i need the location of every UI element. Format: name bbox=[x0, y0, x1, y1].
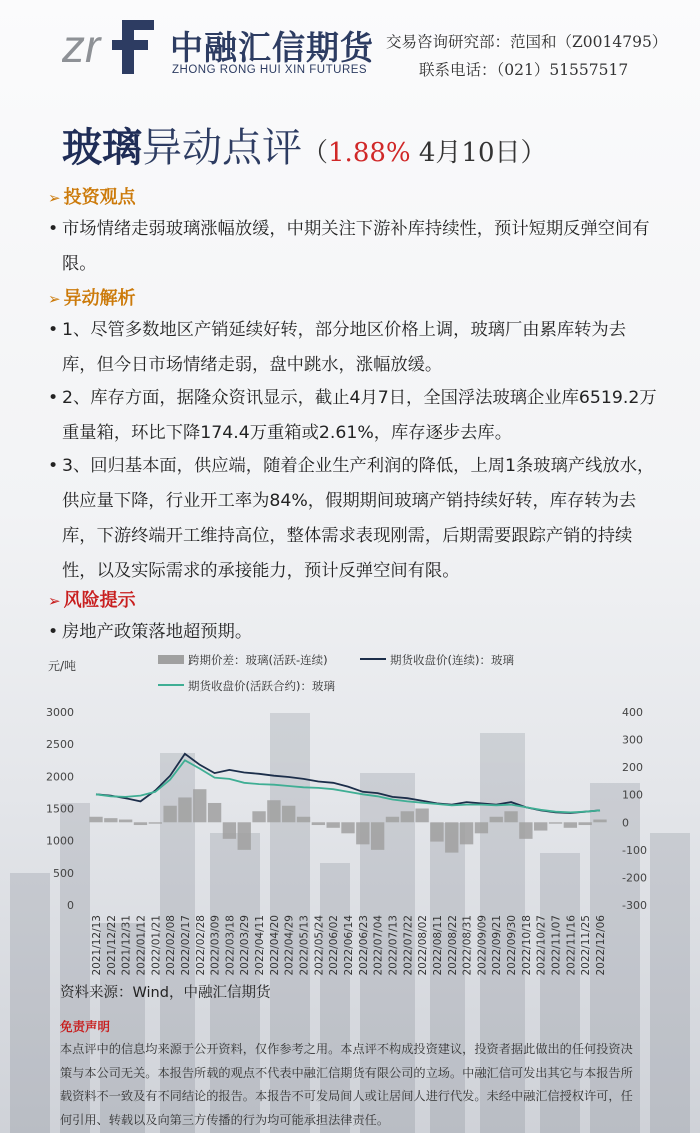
spread-bar bbox=[238, 822, 251, 850]
x-axis-tick: 2022/05/24 bbox=[313, 915, 326, 976]
title-change-pct: 1.88% bbox=[328, 138, 411, 168]
spread-bar bbox=[149, 822, 162, 823]
left-axis-tick: 500 bbox=[53, 866, 74, 880]
x-axis-tick: 2022/01/21 bbox=[150, 915, 163, 976]
x-axis-tick: 2022/04/20 bbox=[268, 915, 281, 976]
x-axis-tick: 2022/10/18 bbox=[520, 915, 533, 976]
left-axis-tick: 2500 bbox=[46, 738, 74, 752]
analysis-item-2 bbox=[48, 381, 660, 451]
left-axis-tick: 1000 bbox=[46, 834, 74, 848]
spread-bar bbox=[104, 818, 117, 822]
x-axis-tick: 2022/02/17 bbox=[179, 915, 192, 976]
section-analysis bbox=[48, 284, 136, 310]
spread-bar bbox=[371, 822, 384, 850]
legend-label: 跨期价差：玻璃(活跃-连续) bbox=[188, 653, 328, 667]
x-axis-tick: 2022/09/30 bbox=[506, 915, 519, 976]
spread-bar bbox=[208, 803, 221, 822]
section-title: 风险提示 bbox=[63, 590, 136, 611]
x-axis-tick: 2022/07/04 bbox=[372, 915, 385, 976]
right-axis-tick: 200 bbox=[622, 761, 643, 775]
x-axis-tick: 2022/11/25 bbox=[580, 915, 593, 976]
spread-bar bbox=[119, 820, 132, 823]
x-axis-tick: 2022/04/29 bbox=[283, 915, 296, 976]
spread-bar bbox=[549, 822, 562, 823]
legend-label: 期货收盘价(连续)：玻璃 bbox=[390, 653, 514, 667]
disclaimer-title: 免责声明 bbox=[60, 1019, 111, 1034]
x-axis-tick: 2022/07/22 bbox=[402, 915, 415, 976]
x-axis-tick: 2022/08/02 bbox=[417, 915, 430, 976]
spread-bar bbox=[519, 822, 532, 839]
section-title: 投资观点 bbox=[63, 187, 136, 208]
left-axis-tick: 0 bbox=[67, 899, 74, 912]
title-open-paren: （ bbox=[302, 138, 329, 168]
legend-label: 期货收盘价(活跃合约)：玻璃 bbox=[188, 679, 335, 693]
x-axis-tick: 2022/09/21 bbox=[491, 915, 504, 976]
title-date: 4月10日） bbox=[410, 138, 547, 168]
bullet-icon: • bbox=[48, 456, 59, 476]
series-line-continuous bbox=[96, 754, 600, 813]
right-axis-tick: 400 bbox=[622, 706, 643, 719]
x-axis-tick: 2022/11/07 bbox=[550, 915, 563, 976]
view-paragraph bbox=[48, 212, 660, 282]
x-axis-tick: 2021/12/31 bbox=[120, 915, 133, 976]
logo-mark-icon bbox=[62, 14, 160, 76]
x-axis-tick: 2022/09/09 bbox=[476, 915, 489, 976]
spread-bar bbox=[267, 800, 280, 822]
right-axis-tick: -100 bbox=[622, 843, 647, 857]
section-risk bbox=[48, 586, 136, 612]
x-axis-tick: 2022/03/18 bbox=[224, 915, 237, 976]
spread-bar bbox=[223, 822, 236, 839]
svg-text:zr: zr bbox=[62, 20, 101, 72]
section-investment-view bbox=[48, 183, 136, 209]
spread-bar bbox=[504, 811, 517, 822]
spread-bar bbox=[534, 822, 547, 830]
logo-text-en: ZHONG RONG HUI XIN FUTURES bbox=[172, 64, 368, 76]
right-axis-tick: 100 bbox=[622, 788, 643, 802]
analysis-text: 1、尽管多数地区产销延续好转，部分地区价格上调，玻璃厂由累库转为去库，但今日市场情绪走弱，盘中跳水，涨幅放缓。 bbox=[62, 320, 626, 375]
price-chart bbox=[40, 650, 670, 980]
spread-bar bbox=[475, 822, 488, 833]
spread-bar bbox=[341, 822, 354, 833]
disclaimer-text: 本点评中的信息均来源于公开资料，仅作参考之用。本点评不构成投资建议，投资者据此做出的任何投资决策与本公司无关。本报告所载的观点不代表中融汇信期货有限公司的立场。中融汇信可发出其它与本报告所载资料不一致及有不同结论的报告。本报告不可发局间人或让居间人进行代发。未经中融汇信授权许可，任何引用、转载以及向第三方传播的行为均可能承担法律责任。 bbox=[60, 1042, 633, 1127]
bullet-icon: • bbox=[48, 219, 59, 239]
spread-bar bbox=[490, 817, 503, 823]
left-axis-tick: 1500 bbox=[46, 802, 74, 816]
spread-bar bbox=[252, 811, 265, 822]
x-axis-tick: 2022/08/11 bbox=[431, 915, 444, 976]
spread-bar bbox=[134, 822, 147, 825]
risk-text: 房地产政策落地超预期。 bbox=[62, 622, 253, 642]
spread-bar bbox=[282, 806, 295, 823]
page-title bbox=[62, 116, 547, 173]
x-axis-tick: 2022/02/28 bbox=[194, 915, 207, 976]
analysis-item-1 bbox=[48, 313, 660, 383]
right-axis-tick: -300 bbox=[622, 899, 647, 912]
analysis-item-3 bbox=[48, 449, 660, 589]
spread-bar bbox=[430, 822, 443, 841]
y-axis-unit: 元/吨 bbox=[48, 659, 77, 673]
section-title: 异动解析 bbox=[63, 288, 136, 309]
arrow-icon: ➢ bbox=[48, 290, 61, 308]
x-axis-tick: 2022/06/14 bbox=[343, 915, 355, 976]
x-axis-tick: 2022/12/06 bbox=[595, 915, 607, 976]
x-axis-tick: 2022/07/13 bbox=[387, 915, 400, 976]
spread-bar bbox=[327, 822, 340, 828]
x-axis-tick: 2022/01/12 bbox=[135, 915, 148, 976]
x-axis-tick: 2022/11/16 bbox=[565, 915, 578, 976]
x-axis-tick: 2022/03/29 bbox=[239, 915, 252, 976]
phone-contact: 联系电话：（021）51557517 bbox=[419, 61, 629, 79]
x-axis-tick: 2022/04/11 bbox=[254, 915, 267, 976]
x-axis-tick: 2021/12/22 bbox=[105, 915, 118, 976]
left-axis-tick: 3000 bbox=[46, 706, 74, 719]
logo-text-cn: 中融汇信期货 bbox=[170, 28, 374, 67]
x-axis-tick: 2022/08/22 bbox=[446, 915, 459, 976]
risk-paragraph bbox=[48, 615, 660, 650]
right-axis-tick: 0 bbox=[622, 816, 629, 830]
spread-bar bbox=[386, 817, 399, 823]
analysis-text: 3、回归基本面，供应端，随着企业生产利润的降低，上周1条玻璃产线放水，供应量下降，行业开工率为84%，假期期间玻璃产销持续好转，库存转为去库，下游终端开工维持高位，整体需求表现刚需，后期需要跟踪产销的持续性，以及实际需求的承接能力，预计反弹空间有限。 bbox=[62, 456, 655, 581]
data-source: 资料来源：Wind，中融汇信期货 bbox=[60, 985, 271, 1001]
left-axis-tick: 2000 bbox=[46, 770, 74, 784]
spread-bar bbox=[564, 822, 577, 828]
spread-bar bbox=[415, 809, 428, 823]
spread-bar bbox=[356, 822, 369, 844]
arrow-icon: ➢ bbox=[48, 592, 61, 610]
bullet-icon: • bbox=[48, 622, 59, 642]
spread-bar bbox=[89, 817, 102, 823]
title-commodity: 玻璃 bbox=[62, 124, 142, 171]
spread-bar bbox=[163, 806, 176, 823]
spread-bar bbox=[445, 822, 458, 852]
spread-bar bbox=[460, 822, 473, 844]
x-axis-tick: 2022/06/02 bbox=[328, 915, 341, 976]
research-contact: 交易咨询研究部：范国和（Z0014795） bbox=[386, 33, 668, 51]
analysis-text: 2、库存方面，据隆众资讯显示，截止4月7日，全国浮法玻璃企业库6519.2万重量箱，环比下降174.4万重箱或2.61%，库存逐步去库。 bbox=[62, 388, 657, 443]
spread-bar bbox=[579, 822, 592, 825]
bullet-icon: • bbox=[48, 388, 59, 408]
x-axis-tick: 2022/05/13 bbox=[298, 915, 311, 976]
x-axis-tick: 2022/02/08 bbox=[165, 915, 178, 976]
x-axis-tick: 2022/08/31 bbox=[461, 915, 474, 976]
right-axis-tick: 300 bbox=[622, 733, 643, 747]
spread-bar bbox=[401, 811, 414, 822]
bullet-icon: • bbox=[48, 320, 59, 340]
spread-bar bbox=[297, 817, 310, 823]
arrow-icon: ➢ bbox=[48, 189, 61, 207]
title-main: 异动点评 bbox=[142, 125, 302, 171]
spread-bar bbox=[312, 822, 325, 825]
right-axis-tick: -200 bbox=[622, 871, 647, 885]
x-axis-tick: 2022/03/09 bbox=[209, 915, 222, 976]
legend-swatch bbox=[158, 655, 184, 664]
spread-bar bbox=[593, 820, 606, 823]
spread-bar bbox=[178, 797, 191, 822]
x-axis-tick: 2022/10/27 bbox=[535, 915, 548, 976]
view-text: 市场情绪走弱玻璃涨幅放缓，中期关注下游补库持续性，预计短期反弹空间有限。 bbox=[62, 219, 650, 274]
x-axis-tick: 2022/06/23 bbox=[357, 915, 370, 976]
x-axis-tick: 2021/12/13 bbox=[91, 915, 103, 976]
spread-bar bbox=[193, 789, 206, 822]
